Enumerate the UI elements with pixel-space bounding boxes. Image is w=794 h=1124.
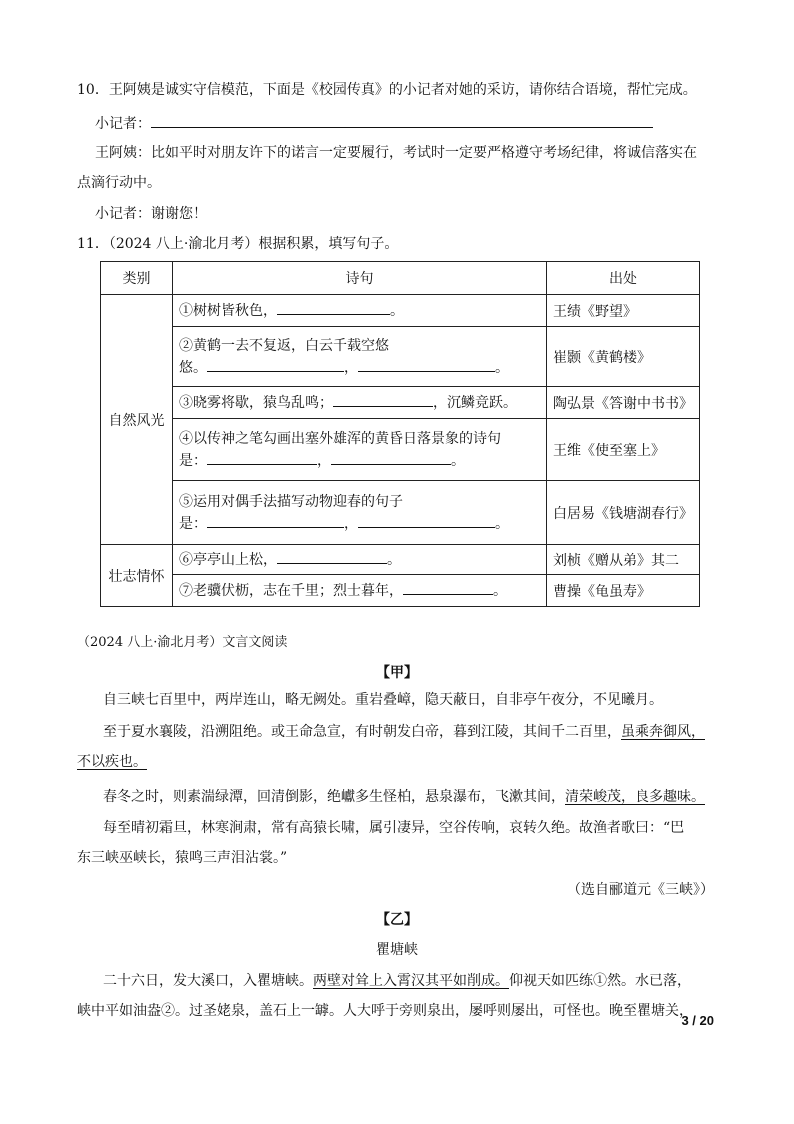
answer-blank[interactable] bbox=[331, 450, 451, 465]
q10-reporter-question bbox=[95, 113, 653, 134]
poem-text: ⑦老骥伏枥，志在千里；烈士暮年， bbox=[179, 582, 403, 599]
source-cell: 王维《使至塞上》 bbox=[547, 419, 700, 481]
poem-text: 悠。 bbox=[179, 359, 207, 376]
table-row bbox=[101, 387, 700, 419]
category-nature: 自然风光 bbox=[101, 295, 173, 545]
q11-prompt: 11．（2024 八上·渝北月考）根据积累，填写句子。 bbox=[77, 236, 399, 252]
poem-cell bbox=[173, 481, 547, 545]
poem-cell bbox=[173, 387, 547, 419]
poem-text: ， bbox=[344, 359, 358, 376]
answer-blank[interactable] bbox=[277, 549, 387, 564]
poem-cell bbox=[173, 545, 547, 575]
poem-text: 。 bbox=[493, 582, 507, 599]
table-row bbox=[101, 481, 700, 545]
answer-blank[interactable] bbox=[333, 392, 433, 407]
jia-text: 至于夏水襄陵，沿溯阻绝。或王命急宣，有时朝发白帝，暮到江陵，其间千二百里， bbox=[103, 724, 621, 740]
jia-paragraph-1: 自三峡七百里中，两岸连山，略无阙处。重岩叠嶂，隐天蔽日，自非亭午夜分，不见曦月。 bbox=[103, 692, 663, 708]
q10-reporter-thanks: 小记者：谢谢您！ bbox=[95, 206, 207, 222]
yi-paragraph-1-cont: 峡中平如油盎②。过圣姥泉，盖石上一罅。人大呼于旁则泉出，屡呼则屡出，可怪也。晚至瞿塘关， bbox=[77, 1003, 693, 1019]
jia-paragraph-4: 每至晴初霜旦，林寒涧肃，常有高猿长啸，属引凄异，空谷传响，哀转久绝。故渔者歌曰：“巴 bbox=[103, 820, 685, 836]
page-number: 3 / 20 bbox=[681, 1013, 714, 1028]
jia-paragraph-2 bbox=[103, 722, 705, 742]
jia-paragraph-2-cont bbox=[77, 752, 147, 772]
q10-aunt-line1: 王阿姨：比如平时对朋友许下的诺言一定要履行，考试时一定要严格遵守考场纪律，将诚信落实在 bbox=[95, 145, 697, 161]
q10-prompt: 10．王阿姨是诚实守信模范，下面是《校园传真》的小记者对她的采访，请你结合语境，帮忙完成。 bbox=[77, 82, 697, 98]
poem-text: 。 bbox=[495, 359, 509, 376]
source-cell: 陶弘景《答谢中书书》 bbox=[547, 387, 700, 419]
poem-cell bbox=[173, 295, 547, 327]
yi-text: 二十六日，发大溪口，入瞿塘峡。 bbox=[103, 973, 313, 989]
source-cell: 白居易《钱塘湖春行》 bbox=[547, 481, 700, 545]
poem-text: ， bbox=[344, 515, 358, 532]
answer-blank[interactable] bbox=[358, 357, 495, 372]
reading-intro: （2024 八上·渝北月考）文言文阅读 bbox=[77, 635, 288, 650]
answer-blank[interactable] bbox=[207, 513, 344, 528]
poem-text: ①树树皆秋色， bbox=[179, 302, 277, 319]
source-cell: 刘桢《赠从弟》其二 bbox=[547, 545, 700, 575]
answer-blank[interactable] bbox=[403, 580, 493, 595]
poem-cell bbox=[173, 419, 547, 481]
underlined-sentence: 不以疾也。 bbox=[77, 754, 147, 770]
header-category: 类别 bbox=[101, 262, 173, 295]
jia-paragraph-4-cont: 东三峡巫峡长，猿鸣三声泪沾裳。” bbox=[77, 850, 288, 866]
answer-blank[interactable] bbox=[277, 300, 390, 315]
poem-text: ③晓雾将歇，猿鸟乱鸣； bbox=[179, 394, 333, 411]
poem-text: 。 bbox=[390, 302, 404, 319]
category-ambition: 壮志情怀 bbox=[101, 545, 173, 607]
jia-text: 春冬之时，则素湍绿潭，回清倒影，绝巘多生怪柏，悬泉瀑布，飞漱其间， bbox=[103, 789, 565, 805]
header-source: 出处 bbox=[547, 262, 700, 295]
source-cell: 崔颢《黄鹤楼》 bbox=[547, 327, 700, 387]
source-cell: 曹操《龟虽寿》 bbox=[547, 575, 700, 607]
table-row bbox=[101, 295, 700, 327]
answer-blank[interactable] bbox=[358, 513, 495, 528]
answer-blank[interactable] bbox=[151, 113, 653, 128]
passage-yi-subtitle: 瞿塘峡 bbox=[376, 942, 418, 958]
poem-text: 。 bbox=[451, 452, 465, 469]
passage-yi-title: 【乙】 bbox=[376, 912, 418, 928]
underlined-sentence: 两壁对耸上入霄汉其平如削成。 bbox=[313, 973, 509, 989]
yi-text: 仰视天如匹练①然。水已落， bbox=[509, 973, 691, 989]
poem-text: 是： bbox=[179, 515, 207, 532]
answer-blank[interactable] bbox=[207, 357, 344, 372]
poem-cell bbox=[173, 575, 547, 607]
jia-source: （选自郦道元《三峡》） bbox=[567, 882, 714, 898]
poem-table bbox=[100, 261, 700, 607]
table-row bbox=[101, 545, 700, 575]
poem-text: ②黄鹤一去不复返，白云千载空悠 bbox=[179, 337, 389, 354]
poem-cell bbox=[173, 327, 547, 387]
poem-text: 是： bbox=[179, 452, 207, 469]
poem-text: 。 bbox=[495, 515, 509, 532]
poem-text: ⑥亭亭山上松， bbox=[179, 551, 277, 568]
underlined-sentence: 虽乘奔御风， bbox=[621, 724, 705, 740]
table-row bbox=[101, 327, 700, 387]
table-row bbox=[101, 419, 700, 481]
reporter-label: 小记者： bbox=[95, 116, 151, 132]
poem-text: ④以传神之笔勾画出塞外雄浑的黄昏日落景象的诗句 bbox=[179, 430, 501, 447]
header-poem: 诗句 bbox=[173, 262, 547, 295]
table-header-row bbox=[101, 262, 700, 295]
passage-jia-title: 【甲】 bbox=[376, 665, 418, 681]
answer-blank[interactable] bbox=[207, 450, 317, 465]
poem-text: ，沉鳞竞跃。 bbox=[433, 394, 517, 411]
poem-text: ， bbox=[317, 452, 331, 469]
q10-aunt-line2: 点滴行动中。 bbox=[77, 175, 161, 191]
yi-paragraph-1 bbox=[103, 971, 691, 991]
underlined-sentence: 清荣峻茂，良多趣味。 bbox=[565, 789, 705, 805]
poem-text: 。 bbox=[387, 551, 401, 568]
table-row bbox=[101, 575, 700, 607]
jia-paragraph-3 bbox=[103, 787, 705, 807]
poem-text: ⑤运用对偶手法描写动物迎春的句子 bbox=[179, 493, 403, 510]
source-cell: 王绩《野望》 bbox=[547, 295, 700, 327]
